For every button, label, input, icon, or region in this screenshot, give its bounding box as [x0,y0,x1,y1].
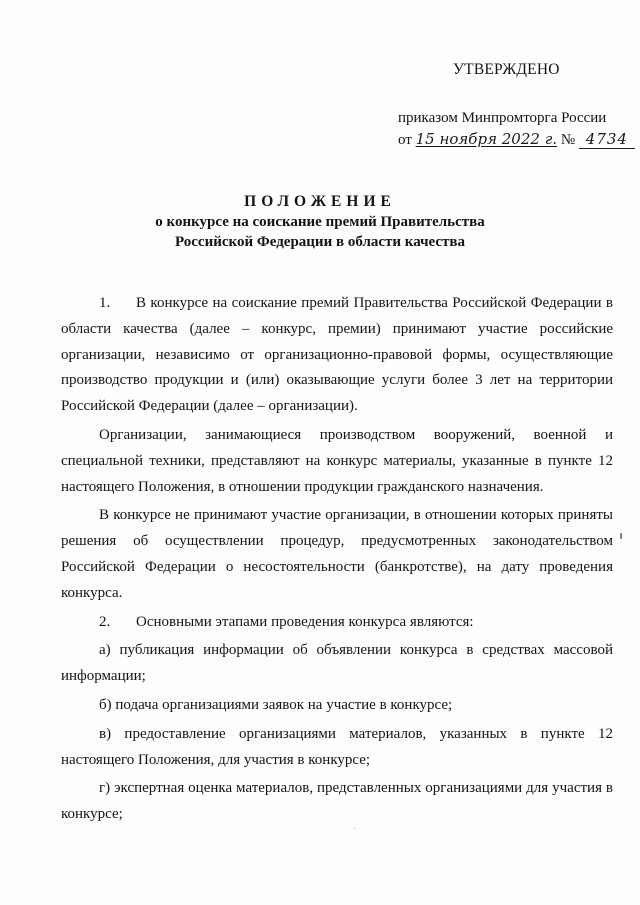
paragraph-text: Организации, занимающиеся производством вооружений, военной и специальной техники, представляют на конкурс материалы, указанные в пункте 12 настоящего Положения, в отношении продукции гражданского назначения. [61,426,613,495]
paragraph-2 [61,423,613,500]
scan-artifact [620,533,622,539]
order-reference: приказом Минпромторга России [398,110,607,126]
paragraph-text: В конкурсе на соискание премий Правительства Российской Федерации в области качества (далее – конкурс, премии) принимают участие российские организации, независимо от организационно-правовой формы, осуществляющие производство продукции и (или) оказывающие услуги более 3 лет на территории Российской Федерации (далее – организации). [61,295,613,415]
title-subtitle-line2: Российской Федерации в области качества [174,234,466,250]
approval-stamp-heading: УТВЕРЖДЕНО [453,61,560,78]
handwritten-date: 15 ноября 2022 г. [415,130,558,148]
paragraph-3 [61,503,613,606]
title-main: ПОЛОЖЕНИЕ [244,193,396,210]
paragraph-number: 2. [99,613,111,630]
document-title [0,192,640,252]
paragraph-text: Основными этапами проведения конкурса являются: [136,613,474,630]
handwritten-number: 4734 [579,130,635,149]
paragraph-1 [61,291,613,420]
from-prefix: от [398,132,412,148]
paragraph-6 [61,693,613,719]
paragraph-text: б) подача организациями заявок на участие в конкурсе; [99,696,453,713]
number-sign: № [560,132,576,148]
paragraph-text: в) предоставление организациями материалов, указанных в пункте 12 настоящего Положения, для участия в конкурсе; [61,725,613,768]
order-date-number [398,130,628,149]
paragraph-4 [61,610,613,636]
paragraph-text: В конкурсе не принимают участие организации, в отношении которых приняты решения об осуществлении процедур, предусмотренных законодательством Российской Федерации о несостоятельности (банкротстве), на дату проведения конкурса. [61,507,613,601]
paragraph-text: а) публикация информации об объявлении конкурса в средствах массовой информации; [61,642,613,685]
paragraph-number: 1. [99,295,111,311]
paragraph-7 [61,722,613,774]
scan-dot [354,828,355,829]
paragraph-text: г) экспертная оценка материалов, представленных организациями для участия в конкурсе; [61,780,613,823]
title-subtitle-line1: о конкурсе на соискание премий Правительства [155,214,485,230]
document-body [61,291,613,831]
paragraph-5 [61,638,613,690]
paragraph-8 [61,776,613,828]
